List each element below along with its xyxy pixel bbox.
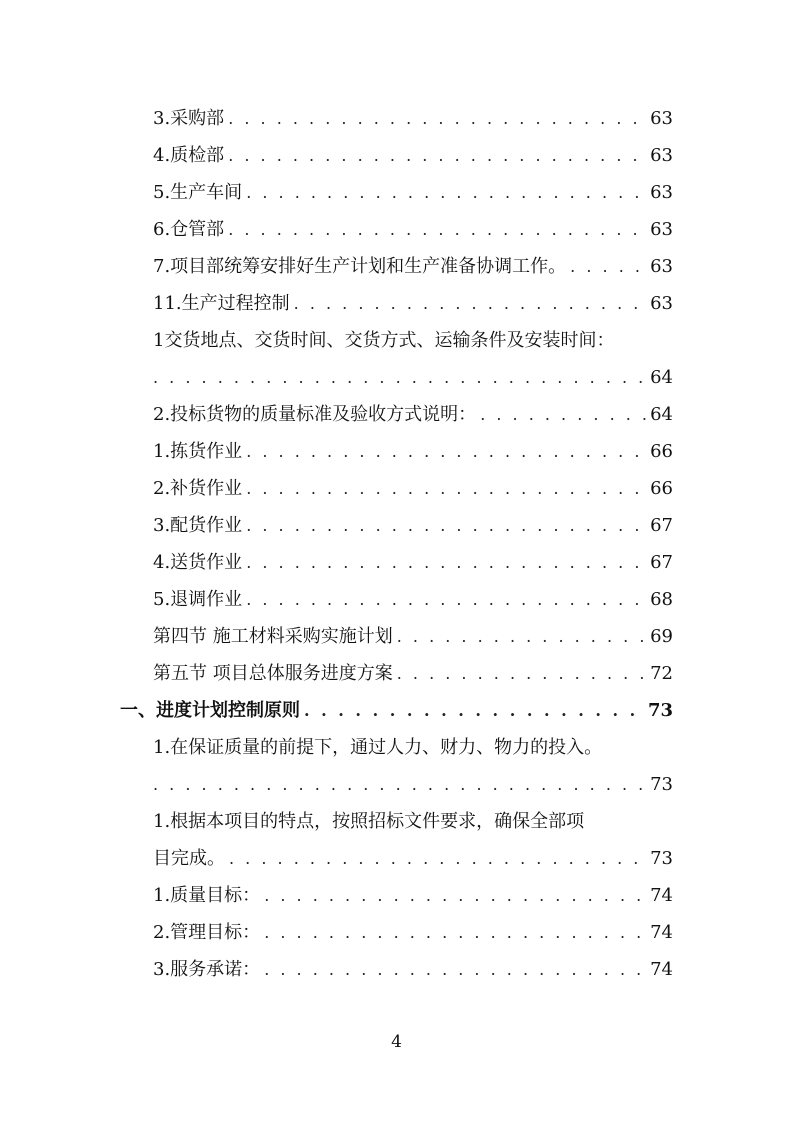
toc-entry-title: 1.拣货作业 xyxy=(153,441,243,462)
toc-entry-page: 74 xyxy=(650,922,673,943)
toc-entry-page: 73 xyxy=(650,774,673,795)
leader-dots xyxy=(480,396,646,433)
leader-dots xyxy=(229,840,646,877)
toc-entry[interactable] xyxy=(153,248,673,285)
toc-entry[interactable] xyxy=(153,100,673,137)
toc-entry-title: 11.生产过程控制 xyxy=(153,293,290,314)
toc-entry-page: 73 xyxy=(650,848,673,869)
leader-dots xyxy=(264,951,646,988)
toc-entry-title: 2.补货作业 xyxy=(153,478,243,499)
toc-entry-page: 63 xyxy=(650,256,673,277)
toc-entry-title: 第五节 项目总体服务进度方案 xyxy=(153,663,393,684)
leader-dots xyxy=(246,470,646,507)
toc-entry[interactable] xyxy=(153,581,673,618)
toc-entry-page: 63 xyxy=(650,182,673,203)
leader-dots xyxy=(246,544,646,581)
toc-entry-title-cont: 目完成。 xyxy=(153,848,225,869)
toc-entry-line1[interactable] xyxy=(153,322,673,359)
leader-dots xyxy=(294,285,646,322)
toc-entry[interactable] xyxy=(153,618,673,655)
toc-entry-title: 5.退调作业 xyxy=(153,589,243,610)
toc-entry-page: 74 xyxy=(650,959,673,980)
toc-entry-page: 64 xyxy=(650,404,673,425)
leader-dots xyxy=(397,618,646,655)
toc-entry[interactable] xyxy=(153,137,673,174)
toc-entry-title: 第四节 施工材料采购实施计划 xyxy=(153,626,393,647)
toc-entry[interactable] xyxy=(153,877,673,914)
toc-entry[interactable] xyxy=(153,396,673,433)
leader-dots xyxy=(246,174,646,211)
leader-dots xyxy=(153,766,646,803)
toc-entry-title: 6.仓管部 xyxy=(153,219,225,240)
toc-entry[interactable] xyxy=(153,544,673,581)
toc-entry-title: 7.项目部统筹安排好生产计划和生产准备协调工作。 xyxy=(153,256,567,277)
toc-entry-title: 2.管理目标： xyxy=(153,922,261,943)
leader-dots xyxy=(228,211,646,248)
toc-entry-page: 64 xyxy=(650,367,673,388)
toc-entry[interactable] xyxy=(153,285,673,322)
toc-entry-page: 63 xyxy=(650,145,673,166)
toc-entry-page: 74 xyxy=(650,885,673,906)
toc-entry-title: 1.质量目标： xyxy=(153,885,261,906)
toc-entry[interactable] xyxy=(153,211,673,248)
toc-entry-page: 63 xyxy=(650,293,673,314)
toc-entry-title: 1.根据本项目的特点，按照招标文件要求，确保全部项 xyxy=(153,811,585,832)
toc-entry-page: 63 xyxy=(650,219,673,240)
leader-dots xyxy=(264,914,646,951)
toc-entry-title: 3.服务承诺： xyxy=(153,959,261,980)
toc-entry-line2[interactable] xyxy=(153,359,673,396)
toc-entry-page: 73 xyxy=(647,700,673,721)
leader-dots xyxy=(264,877,646,914)
toc-entry-title: 2.投标货物的质量标准及验收方式说明： xyxy=(153,404,477,425)
leader-dots xyxy=(304,692,644,729)
toc-entry[interactable] xyxy=(153,174,673,211)
toc-entry-title: 5.生产车间 xyxy=(153,182,243,203)
leader-dots xyxy=(246,581,646,618)
toc-entry[interactable] xyxy=(153,433,673,470)
toc-entry-title: 3.配货作业 xyxy=(153,515,243,536)
toc-entry[interactable] xyxy=(153,507,673,544)
leader-dots xyxy=(228,137,646,174)
toc-entry-title: 3.采购部 xyxy=(153,108,225,129)
toc-entry-line2[interactable] xyxy=(153,840,673,877)
toc-entry-page: 63 xyxy=(650,108,673,129)
toc-entry-level1[interactable] xyxy=(120,692,673,729)
leader-dots xyxy=(153,359,646,396)
toc-entry-page: 66 xyxy=(650,478,673,499)
toc-entry-title: 1.在保证质量的前提下，通过人力、财力、物力的投入。 xyxy=(153,737,603,758)
toc-entry-page: 67 xyxy=(650,552,673,573)
toc-entry-title: 4.质检部 xyxy=(153,145,225,166)
toc-entry-line1[interactable] xyxy=(153,729,673,766)
toc-entry-title: 4.送货作业 xyxy=(153,552,243,573)
toc-entry-line2[interactable] xyxy=(153,766,673,803)
page-number: 4 xyxy=(391,1032,402,1052)
toc-entry-page: 68 xyxy=(650,589,673,610)
leader-dots xyxy=(570,248,646,285)
toc-entry-page: 67 xyxy=(650,515,673,536)
leader-dots xyxy=(246,433,646,470)
toc-entry[interactable] xyxy=(153,914,673,951)
toc-entry-line1[interactable] xyxy=(153,803,673,840)
toc-entry-title: 1交货地点、交货时间、交货方式、运输条件及安装时间： xyxy=(153,330,615,351)
toc-entry-page: 66 xyxy=(650,441,673,462)
toc-entry-page: 72 xyxy=(650,663,673,684)
leader-dots xyxy=(228,100,646,137)
toc-entry-page: 69 xyxy=(650,626,673,647)
toc-entry[interactable] xyxy=(153,655,673,692)
toc-entry[interactable] xyxy=(153,470,673,507)
leader-dots xyxy=(397,655,646,692)
toc-entry[interactable] xyxy=(153,951,673,988)
leader-dots xyxy=(246,507,646,544)
toc-entry-title: 一、进度计划控制原则 xyxy=(120,700,300,721)
